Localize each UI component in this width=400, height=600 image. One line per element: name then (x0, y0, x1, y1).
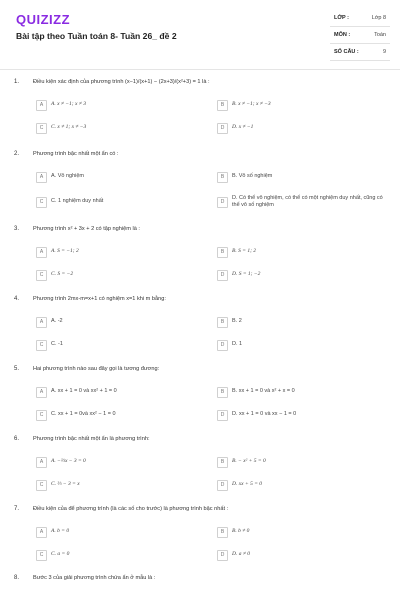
option-letter-box: C (36, 123, 47, 134)
option-text: A. −⅔x − 3 = 0 (51, 458, 86, 464)
option-text: B. 2 (232, 318, 242, 324)
header-divider (0, 69, 400, 70)
option-text: D. xx + 1 = 0 và xx − 1 = 0 (232, 411, 297, 417)
option-text: A. S = −1; 2 (51, 248, 79, 254)
meta-subject-key: MÔN : (334, 32, 351, 38)
meta-count-key: SỐ CÂU : (334, 49, 359, 55)
option-letter-box: C (36, 197, 47, 208)
quizizz-logo: QUIZIZZ (16, 12, 71, 27)
option-letter-box: A (36, 247, 47, 258)
question-text: Phương trình bậc nhất một ẩn là phương trình: (33, 436, 150, 442)
option-letter-box: D (217, 123, 228, 134)
question-number: 4. (14, 296, 20, 302)
option-text: A. x ≠ −1; x ≠ 3 (51, 101, 86, 107)
meta-class-value: Lớp 8 (371, 15, 386, 21)
option-text: C. a = 0 (51, 551, 70, 557)
option-text: D. Có thể vô nghiệm, có thể có một nghiệm duy nhất, cũng có thể vô số nghiệm (232, 195, 383, 208)
option-letter-box: C (36, 480, 47, 491)
worksheet-header (0, 0, 400, 68)
option-letter-box: B (217, 247, 228, 258)
question-number: 5. (14, 366, 20, 372)
worksheet-meta (330, 10, 390, 61)
option-text: C. S = −2 (51, 271, 74, 277)
option-text: D. x ≠ −1 (232, 124, 254, 130)
option-letter-box: A (36, 387, 47, 398)
option-letter-box: D (217, 197, 228, 208)
question-text: Bước 3 của giải phương trình chứa ẩn ở mẫu là : (33, 575, 156, 581)
option-letter-box: A (36, 100, 47, 111)
question-number: 6. (14, 436, 20, 442)
question-number: 7. (14, 506, 20, 512)
option-text: B. S = 1; 2 (232, 248, 257, 254)
question-number: 2. (14, 151, 20, 157)
option-letter-box: D (217, 340, 228, 351)
option-letter-box: A (36, 527, 47, 538)
option-text: C. -1 (51, 341, 63, 347)
option-text: C. xx + 1 = 0và xx² − 1 = 0 (51, 411, 116, 417)
option-text: D. xx + 5 = 0 (232, 481, 263, 487)
option-text: B. xx + 1 = 0 và x² + x = 0 (232, 388, 295, 394)
question-text: Phương trình x² + 3x + 2 có tập nghiệm là : (33, 226, 140, 232)
option-text: A. xx + 1 = 0 và xx² + 1 = 0 (51, 388, 117, 394)
option-text: B. Vô số nghiệm (232, 173, 273, 179)
option-letter-box: A (36, 317, 47, 328)
option-letter-box: D (217, 270, 228, 281)
option-letter-box: D (217, 480, 228, 491)
option-text: A. -2 (51, 318, 63, 324)
option-letter-box: B (217, 457, 228, 468)
meta-count-row (330, 44, 390, 61)
question-text: Phương trình 2mx-m=x+1 có nghiệm x=1 khi m bằng: (33, 296, 166, 302)
meta-subject-value: Toán (374, 32, 386, 38)
question-text: Điều kiện xác định của phương trình (x−1)/(x+1) − (2x+3)/(x²+3) = 1 là : (33, 79, 210, 85)
option-text: B. x ≠ −1; x ≠ −3 (232, 101, 271, 107)
question-text: Điều kiện của để phương trình (là các số cho trước) là phương trình bậc nhất : (33, 506, 229, 512)
option-letter-box: D (217, 410, 228, 421)
meta-subject-row (330, 27, 390, 44)
question-text: Phương trình bậc nhất một ẩn có : (33, 151, 119, 157)
option-letter-box: B (217, 387, 228, 398)
question-number: 8. (14, 575, 20, 581)
option-text: D. S = 1; −2 (232, 271, 261, 277)
meta-class-key: LỚP : (334, 15, 349, 21)
option-text: D. a ≠ 0 (232, 551, 250, 557)
option-letter-box: C (36, 270, 47, 281)
option-letter-box: A (36, 172, 47, 183)
meta-class-row (330, 10, 390, 27)
option-letter-box: D (217, 550, 228, 561)
question-text: Hai phương trình nào sau đây gọi là tương đương: (33, 366, 160, 372)
question-number: 3. (14, 226, 20, 232)
option-letter-box: C (36, 410, 47, 421)
worksheet-title: Bài tập theo Tuần toán 8- Tuần 26_ đề 2 (16, 31, 177, 41)
meta-count-value: 9 (382, 49, 386, 55)
option-letter-box: B (217, 317, 228, 328)
option-text: C. 1 nghiệm duy nhất (51, 198, 104, 204)
option-text: D. 1 (232, 341, 243, 347)
option-text: A. b = 0 (51, 528, 70, 534)
option-text: C. ⅔ − 3 = x (51, 481, 80, 487)
option-letter-box: C (36, 340, 47, 351)
option-letter-box: C (36, 550, 47, 561)
option-text: A. Vô nghiệm (51, 173, 85, 179)
option-letter-box: B (217, 172, 228, 183)
option-text: B. b ≠ 0 (232, 528, 250, 534)
option-letter-box: B (217, 527, 228, 538)
option-text: C. x ≠ 1; x ≠ −3 (51, 124, 87, 130)
option-letter-box: B (217, 100, 228, 111)
question-number: 1. (14, 79, 20, 85)
option-text: B. − x² + 5 = 0 (232, 458, 266, 464)
option-letter-box: A (36, 457, 47, 468)
